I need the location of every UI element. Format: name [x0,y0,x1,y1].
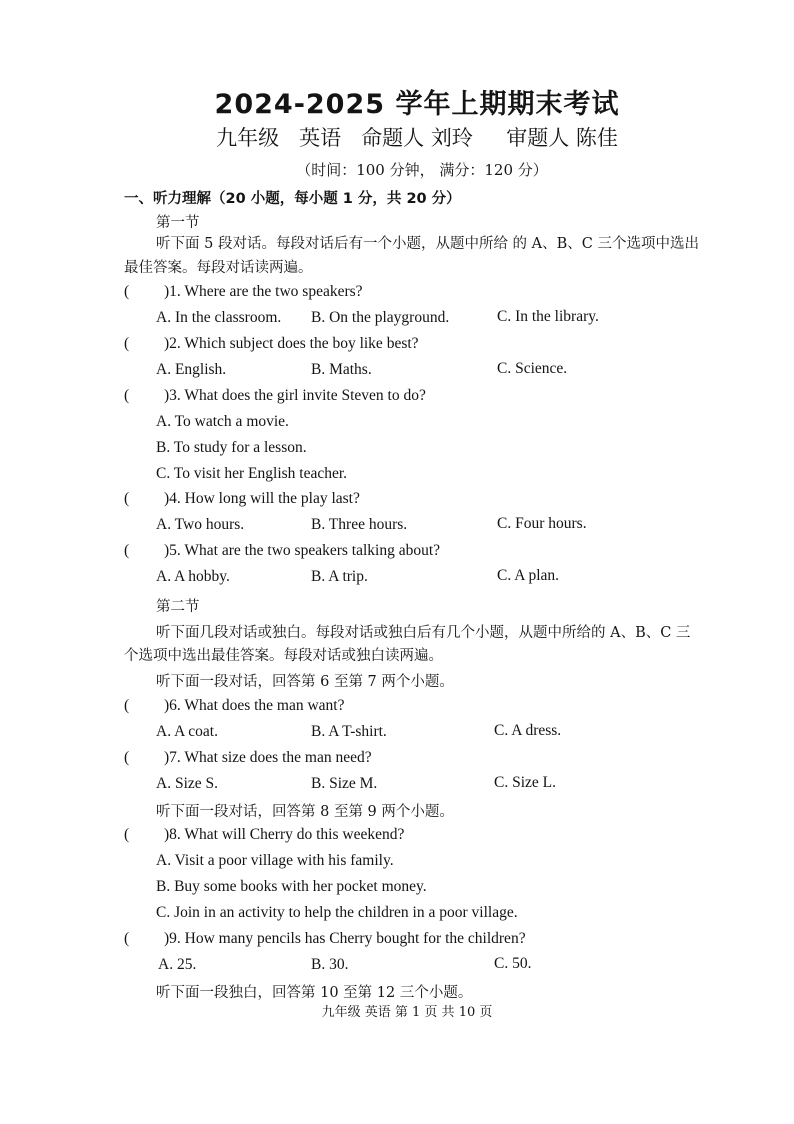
q1-option-c: C. In the library. [497,308,599,325]
q6-option-b: B. A T-shirt. [311,723,387,740]
answer-blank[interactable]: ( [124,749,130,766]
question-stem: )3. What does the girl invite Steven to do? [164,387,426,404]
q4-option-a: A. Two hours. [156,516,245,533]
note-questions-8-9: 听下面一段对话，回答第 8 至第 9 两个小题。 [156,804,454,820]
answer-blank[interactable]: ( [124,387,130,404]
answer-blank[interactable]: ( [124,542,130,559]
part1-instructions-line2: 最佳答案。每段对话读两遍。 [124,260,313,276]
question-stem: )9. How many pencils has Cherry bought for the children? [164,930,526,947]
answer-blank[interactable]: ( [124,490,130,507]
note-questions-10-12: 听下面一段独白，回答第 10 至第 12 三个小题。 [156,985,473,1001]
question-1 [124,283,363,301]
page-footer: 九年级 英语 第 1 页 共 10 页 [321,1005,493,1020]
question-5 [124,542,440,560]
question-9 [124,930,526,948]
question-7 [124,749,372,767]
part2-label: 第二节 [156,599,200,615]
q4-option-c: C. Four hours. [497,515,587,532]
exam-title: 2024-2025 学年上期期末考试 [214,89,620,120]
q4-option-b: B. Three hours. [311,516,408,533]
question-stem: )2. Which subject does the boy like best? [164,335,419,352]
q5-option-b: B. A trip. [311,568,368,585]
exam-time-info: （时间：100 分钟， 满分：120 分） [296,161,548,179]
question-6 [124,697,345,715]
q9-option-c: C. 50. [494,955,532,972]
q3-option-b: B. To study for a lesson. [156,439,307,456]
q6-option-a: A. A coat. [156,723,218,740]
exam-subtitle: 九年级 英语 命题人 刘玲 审题人 陈佳 [216,126,618,150]
q8-option-c: C. Join in an activity to help the children in a poor village. [156,904,518,921]
q8-option-b: B. Buy some books with her pocket money. [156,878,427,895]
q2-option-b: B. Maths. [311,361,372,378]
q2-option-c: C. Science. [497,360,568,377]
question-stem: )5. What are the two speakers talking about? [164,542,441,559]
question-stem: )4. How long will the play last? [164,490,360,507]
q7-option-c: C. Size L. [494,774,556,791]
question-2 [124,335,419,353]
part1-label: 第一节 [156,215,200,231]
q5-option-a: A. A hobby. [156,568,230,585]
q6-option-c: C. A dress. [494,722,562,739]
part1-instructions-line1: 听下面 5 段对话。每段对话后有一个小题，从题中所给 的 A、B、C 三个选项中选出 [156,236,699,252]
question-stem: )1. Where are the two speakers? [164,283,363,300]
question-stem: )8. What will Cherry do this weekend? [164,826,405,843]
q9-option-a: A. 25. [158,956,197,973]
answer-blank[interactable]: ( [124,697,130,714]
question-stem: )7. What size does the man need? [164,749,372,766]
answer-blank[interactable]: ( [124,335,130,352]
question-4 [124,490,360,508]
q9-option-b: B. 30. [311,956,349,973]
answer-blank[interactable]: ( [124,930,130,947]
q1-option-b: B. On the playground. [311,309,450,326]
q2-option-a: A. English. [156,361,227,378]
q7-option-b: B. Size M. [311,775,378,792]
q7-option-a: A. Size S. [156,775,218,792]
q8-option-a: A. Visit a poor village with his family. [156,852,394,869]
section-heading-listening: 一、听力理解（20 小题，每小题 1 分，共 20 分） [124,191,461,207]
part2-instructions-line2: 个选项中选出最佳答案。每段对话或独白读两遍。 [124,648,443,664]
answer-blank[interactable]: ( [124,283,130,300]
question-stem: )6. What does the man want? [164,697,345,714]
q3-option-c: C. To visit her English teacher. [156,465,348,482]
q5-option-c: C. A plan. [497,567,560,584]
q3-option-a: A. To watch a movie. [156,413,289,430]
question-3 [124,387,426,405]
part2-instructions-line1: 听下面几段对话或独白。每段对话或独白后有几个小题，从题中所给的 A、B、C 三 [156,625,691,641]
q1-option-a: A. In the classroom. [156,309,282,326]
answer-blank[interactable]: ( [124,826,130,843]
note-questions-6-7: 听下面一段对话，回答第 6 至第 7 两个小题。 [156,674,454,690]
question-8 [124,826,404,844]
